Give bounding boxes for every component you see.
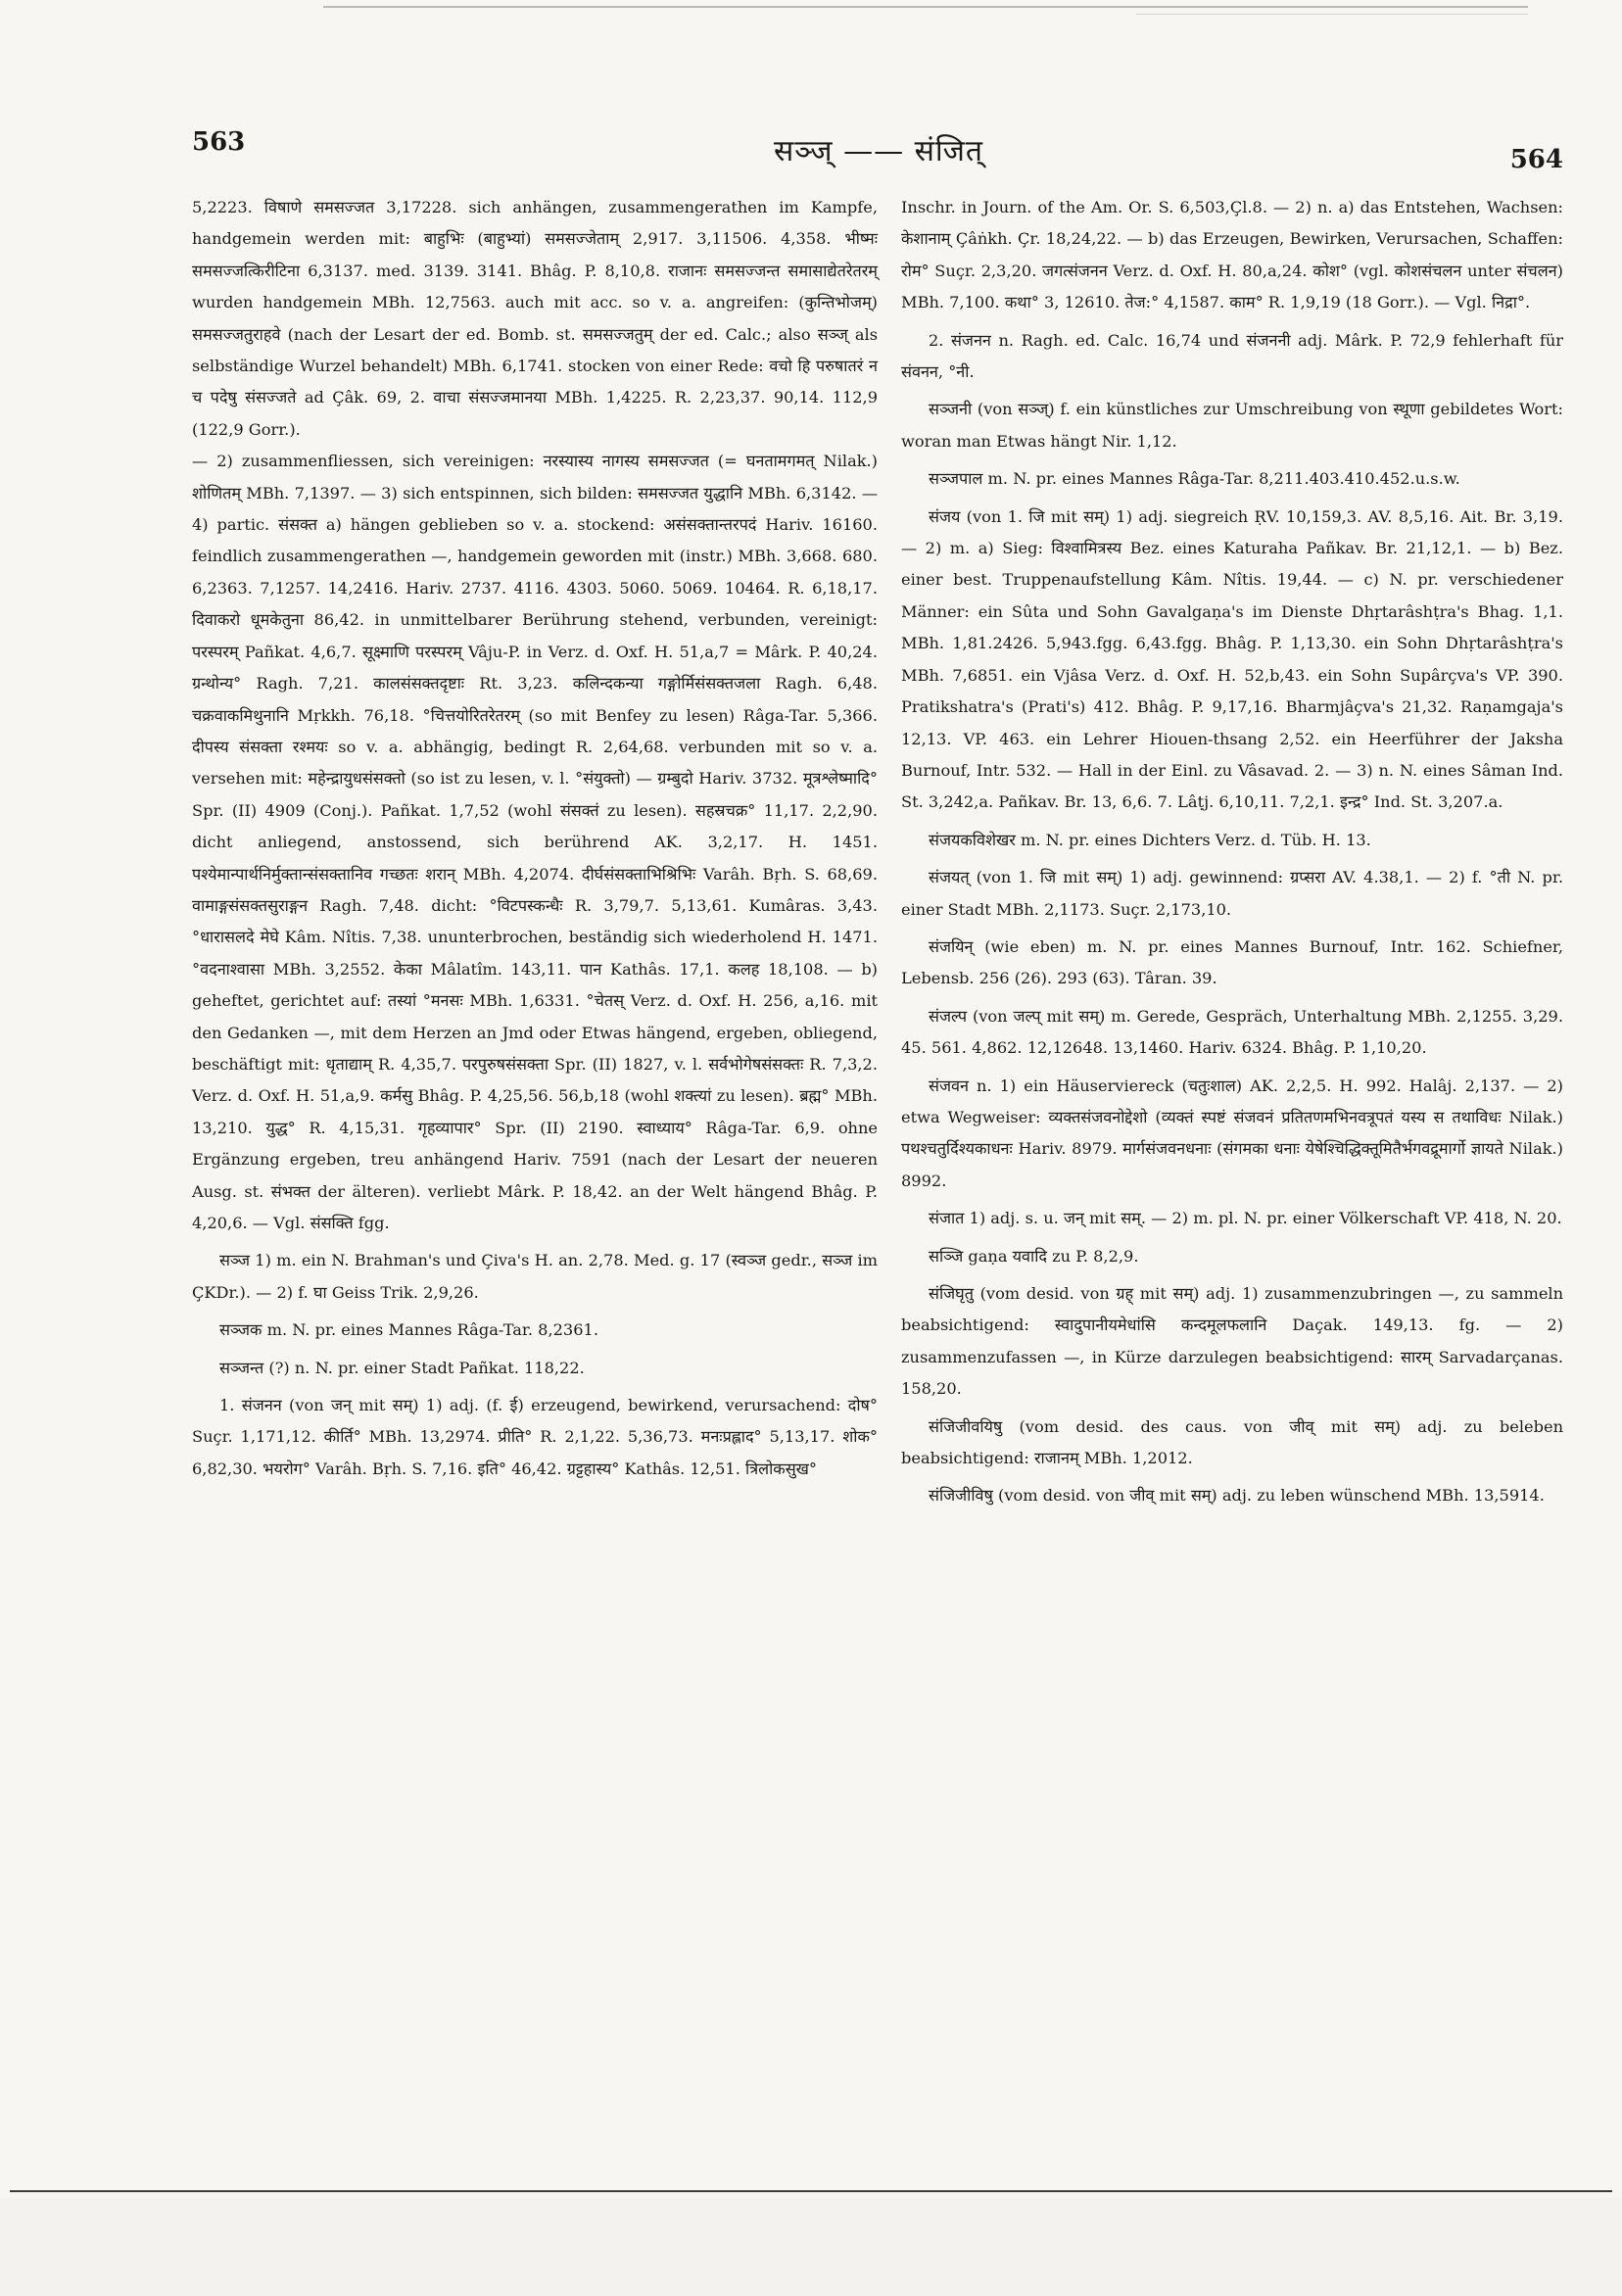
dictionary-entry: संजिजीवयिषु (vom desid. des caus. von जीव् mit सम्) adj. zu beleben beabsichtigend: राजानम् MBh. 1,2012.: [901, 1416, 1563, 1468]
running-head: सञ्ज् —— संजित्: [774, 134, 984, 168]
dictionary-paragraph: — 2) zusammenfliessen, sich vereinigen: नरस्यास्य नागस्य समसज्जत (= घनतामगमत् Nilak.) शोणितम् MBh. 7,1397. — 3) sich entspinnen, sich bilden: समसज्जत युद्धानि MBh. 6,3142. — 4) partic. संसक्त a) hängen geblieben so v. a. stockend: असंसक्तान्तरपदं Hariv. 16160. feindlich zusammengerathen —, handgemein geworden mit (instr.) MBh. 3,668. 680. 6,2363. 7,1257. 14,2416. Hariv. 2737. 4116. 4303. 5060. 5069. 10464. R. 6,18,17. दिवाकरो धूमकेतुना 86,42. in unmittelbarer Berührung stehend, verbunden, vereinigt: परस्परम् Pañkat. 4,6,7. सूक्ष्माणि परस्परम् Vâju-P. in Verz. d. Oxf. H. 51,a,7 = Mârk. P. 40,24. ग्रन्थोन्य° Ragh. 7,21. कालसंसक्तदृष्टाः Rt. 3,23. कलिन्दकन्या गङ्गोर्मिसंसक्तजला Ragh. 6,48. चक्रवाकमिथुनानि Mṛkkh. 76,18. °चित्तयोरितरेतरम् (so mit Benfey zu lesen) Râga-Tar. 5,366. दीपस्य संसक्ता रश्मयः so v. a. abhängig, bedingt R. 2,64,68. verbunden mit so v. a. versehen mit: महेन्द्रायुधसंसक्तो (so ist zu lesen, v. l. °संयुक्तो) — ग्रम्बुदो Hariv. 3732. मूत्रश्लेष्मादि° Spr. (II) 4909 (Conj.). Pañkat. 1,7,52 (wohl संसक्तं zu lesen). सहस्रचक्र° 11,17. 2,2,90. dicht anliegend, anstossend, sich berührend AK. 3,2,17. H. 1451. पश्येमान्पार्थनिर्मुक्तान्संसक्तानिव गच्छतः शरान् MBh. 4,2074. दीर्घसंसक्ताभिश्रिभिः Varâh. Bṛh. S. 68,69. वामाङ्गसंसक्तसुराङ्गन Ragh. 7,48. dicht: °विटपस्कन्धैः R. 3,79,7. 5,13,61. Kumâras. 3,43. °धारासलदे मेघे Kâm. Nîtis. 7,38. ununterbrochen, beständig sich wiederholend H. 1471. °वदनाश्वासा MBh. 3,2552. केका Mâlatîm. 143,11. पान Kathâs. 17,1. कलह 18,108. — b) geheftet, gerichtet auf: तस्यां °मनसः MBh. 1,6331. °चेतस् Verz. d. Oxf. H. 256, a,16. mit den Gedanken —, mit dem Herzen an Jmd oder Etwas hängend, ergeben, obliegend, beschäftigt mit: धृताद्याम् R. 4,35,7. परपुरुषसंसक्ता Spr. (II) 1827, v. l. सर्वभोगेषसंसक्तः R. 7,3,2. Verz. d. Oxf. H. 51,a,9. कर्मसु Bhâg. P. 4,25,56. 56,b,18 (wohl शक्त्यां zu lesen). ब्रह्म° MBh. 13,210. युद्ध° R. 4,15,31. गृहव्यापार° Spr. (II) 2190. स्वाध्याय° Râga-Tar. 6,9. ohne Ergänzung ergeben, treu anhängend Hariv. 7591 (nach der Lesart der neueren Ausg. st. संभक्त der älteren). verliebt Mârk. P. 18,42. an der Welt hängend Bhâg. P. 4,20,6. — Vgl. संसक्ति fgg.: [192, 452, 879, 1232]
dictionary-entry: सञ्जन्त (?) n. N. pr. einer Stadt Pañkat. 118,22.: [219, 1358, 585, 1377]
dictionary-entry: संजयकविशेखर m. N. pr. eines Dichters Verz. d. Tüb. H. 13.: [929, 830, 1371, 849]
dictionary-entry: सञ्जनी (von सञ्ज्) f. ein künstliches zur Umschreibung von स्थूणा gebildetes Wort: woran man Etwas hängt Nir. 1,12.: [901, 400, 1563, 451]
dictionary-entry: संजिजीविषु (vom desid. von जीव् mit सम्) adj. zu leben wünschend MBh. 13,5914.: [929, 1486, 1545, 1506]
dictionary-entry: संजिघृतु (vom desid. von ग्रह् mit सम्) adj. 1) zusammenzubringen —, zu sammeln beabsichtigend: स्वादुपानीयमेधांसि कन्दमूलफलानि Daçak. 149,13. fg. — 2) zusammenzufassen —, in Kürze darzulegen beabsichtigend: सारम् Sarvadarçanas. 158,20.: [901, 1284, 1563, 1399]
dictionary-entry: संजवन n. 1) ein Häuserviereck (चतुःशाल) AK. 2,2,5. H. 992. Halâj. 2,137. — 2) etwa Wegweiser: व्यक्तसंजवनोद्देशो (व्यक्तं स्पष्टं संजवनं प्रतितणमभिनवत्रूपतं यस्य स तथाविधः Nilak.) पथश्चतुर्दिश्यकाधनः Hariv. 8979. मार्गसंजवनधनाः (संगमका धनाः येषेश्चिद्धिक्तूमितैर्भगवद्रूमार्गो ज्ञायते Nilak.) 8992.: [901, 1076, 1563, 1190]
right-column: [901, 192, 1563, 1512]
scan-top-edge-line-faint: [1136, 14, 1528, 15]
left-column: [192, 192, 878, 1485]
dictionary-entry: सञ्जि gaṇa यवादि zu P. 8,2,9.: [929, 1246, 1139, 1266]
dictionary-entry: संजयत् (von 1. जि mit सम्) 1) adj. gewinnend: ग्रप्सरा AV. 4.38,1. — 2) f. °ती N. pr. einer Stadt MBh. 2,1173. Suçr. 2,173,10.: [901, 868, 1563, 919]
page-number-right: 564: [1509, 145, 1563, 174]
dictionary-entry: सञ्जक m. N. pr. eines Mannes Râga-Tar. 8,2361.: [219, 1320, 598, 1340]
dictionary-entry: 1. संजनन (von जन् mit सम्) 1) adj. (f. ई) erzeugend, bewirkend, verursachend: दोष° Suçr. 1,171,12. कीर्ति° MBh. 13,2974. प्रीति° R. 2,1,22. 5,36,73. मनःप्रह्लाद° 5,13,17. शोक° 6,82,30. भयरोग° Varâh. Bṛh. S. 7,16. इति° 46,42. ग्रट्टहास्य° Kathâs. 12,51. त्रिलोकसुख°: [192, 1396, 878, 1478]
dictionary-entry: संजय (von 1. जि mit सम्) 1) adj. siegreich ṚV. 10,159,3. AV. 8,5,16. Ait. Br. 3,19. — 2) m. a) Sieg: विश्वामित्रस्य Bez. eines Katuraha Pañkav. Br. 21,12,1. — b) Bez. einer best. Truppenaufstellung Kâm. Nîtis. 19,44. — c) N. pr. verschiedener Männer: ein Sûta und Sohn Gavalgaṇa's im Dienste Dhṛtarâshṭra's Bhag. 1,1. MBh. 1,81.2426. 5,943.fgg. 6,43.fgg. Bhâg. P. 1,13,30. ein Sohn Dhṛtarâshṭra's MBh. 7,6851. ein Vjâsa Verz. d. Oxf. H. 52,b,43. ein Sohn Supârçva's VP. 390. Pratikshatra's (Prati's) 412. Bhâg. P. 9,17,16. Bharmjâçva's 21,32. Raṇamgaja's 12,13. VP. 463. ein Lehrer Hiouen-thsang 2,52. ein Heerführer der Jaksha Burnouf, Intr. 532. — Hall in der Einl. zu Vâsavad. 2. — 3) n. N. eines Sâman Ind. St. 3,242,a. Pañkav. Br. 13, 6,6. 7. Lâṭj. 6,10,11. 7,2,1. इन्द्र° Ind. St. 3,207.a.: [901, 506, 1563, 812]
dictionary-paragraph: 5,2223. विषाणे समसज्जत 3,17228. sich anhängen, zusammengerathen im Kampfe, handgemein werden mit: बाहुभिः (बाहुभ्यां) समसज्जेताम् 2,917. 3,11506. 4,358. भीष्मः समसज्जत्किरीटिना 6,3137. med. 3139. 3141. Bhâg. P. 8,10,8. राजानः समसज्जन्त समासाद्येतरेतरम् wurden handgemein MBh. 12,7563. auch mit acc. so v. a. angreifen: (कुन्तिभोजम्) समसज्जतुराहवे (nach der Lesart der ed. Bomb. st. समसज्जतुम् der ed. Calc.; also सञ्ज् als selbständige Wurzel behandelt) MBh. 6,1741. stocken von einer Rede: वचो हि परुषातरं न च पदेषु संसज्जते ad Çâk. 69, 2. वाचा संसज्जमानया MBh. 1,4225. R. 2,23,37. 90,14. 112,9 (122,9 Gorr.).: [192, 198, 878, 439]
scan-bottom-rule: [10, 2190, 1612, 2192]
dictionary-paragraph: Inschr. in Journ. of the Am. Or. S. 6,503,Çl.8. — 2) n. a) das Entstehen, Wachsen: केशानाम् Çâṅkh. Çr. 18,24,22. — b) das Erzeugen, Bewirken, Verursachen, Schaffen: रोम° Suçr. 2,3,20. जगत्संजनन Verz. d. Oxf. H. 80,a,24. कोश° (vgl. कोशसंचलन unter संचलन) MBh. 7,100. कथा° 3, 12610. तेज:° 4,1587. काम° R. 1,9,19 (18 Gorr.). — Vgl. निद्रा°.: [901, 198, 1563, 312]
dictionary-entry: 2. संजनन n. Ragh. ed. Calc. 16,74 und संजननी adj. Mârk. P. 72,9 fehlerhaft für संवनन, °नी.: [901, 330, 1563, 382]
dictionary-entry: सञ्जपाल m. N. pr. eines Mannes Râga-Tar. 8,211.403.410.452.u.s.w.: [929, 469, 1460, 489]
scan-top-edge-line: [323, 6, 1528, 8]
scan-bottom-margin: [0, 2198, 1622, 2296]
dictionary-entry: संजल्प (von जल्प् mit सम्) m. Gerede, Gespräch, Unterhaltung MBh. 2,1255. 3,29. 45. 561. 4,862. 12,12648. 13,1460. Hariv. 6324. Bhâg. P. 1,10,20.: [901, 1006, 1563, 1058]
page-number-left: 563: [192, 127, 246, 157]
dictionary-entry: संजात 1) adj. s. u. जन् mit सम्. — 2) m. pl. N. pr. einer Völkerschaft VP. 418, N. 20.: [929, 1209, 1562, 1228]
dictionary-entry: सञ्ज 1) m. ein N. Brahman's und Çiva's H. an. 2,78. Med. g. 17 (स्वञ्ज gedr., सञ्ज im ÇKDr.). — 2) f. घा Geiss Trik. 2,9,26.: [192, 1251, 878, 1302]
dictionary-entry: संजयिन् (wie eben) m. N. pr. eines Mannes Burnouf, Intr. 162. Schiefner, Lebensb. 256 (26). 293 (63). Târan. 39.: [901, 936, 1563, 988]
